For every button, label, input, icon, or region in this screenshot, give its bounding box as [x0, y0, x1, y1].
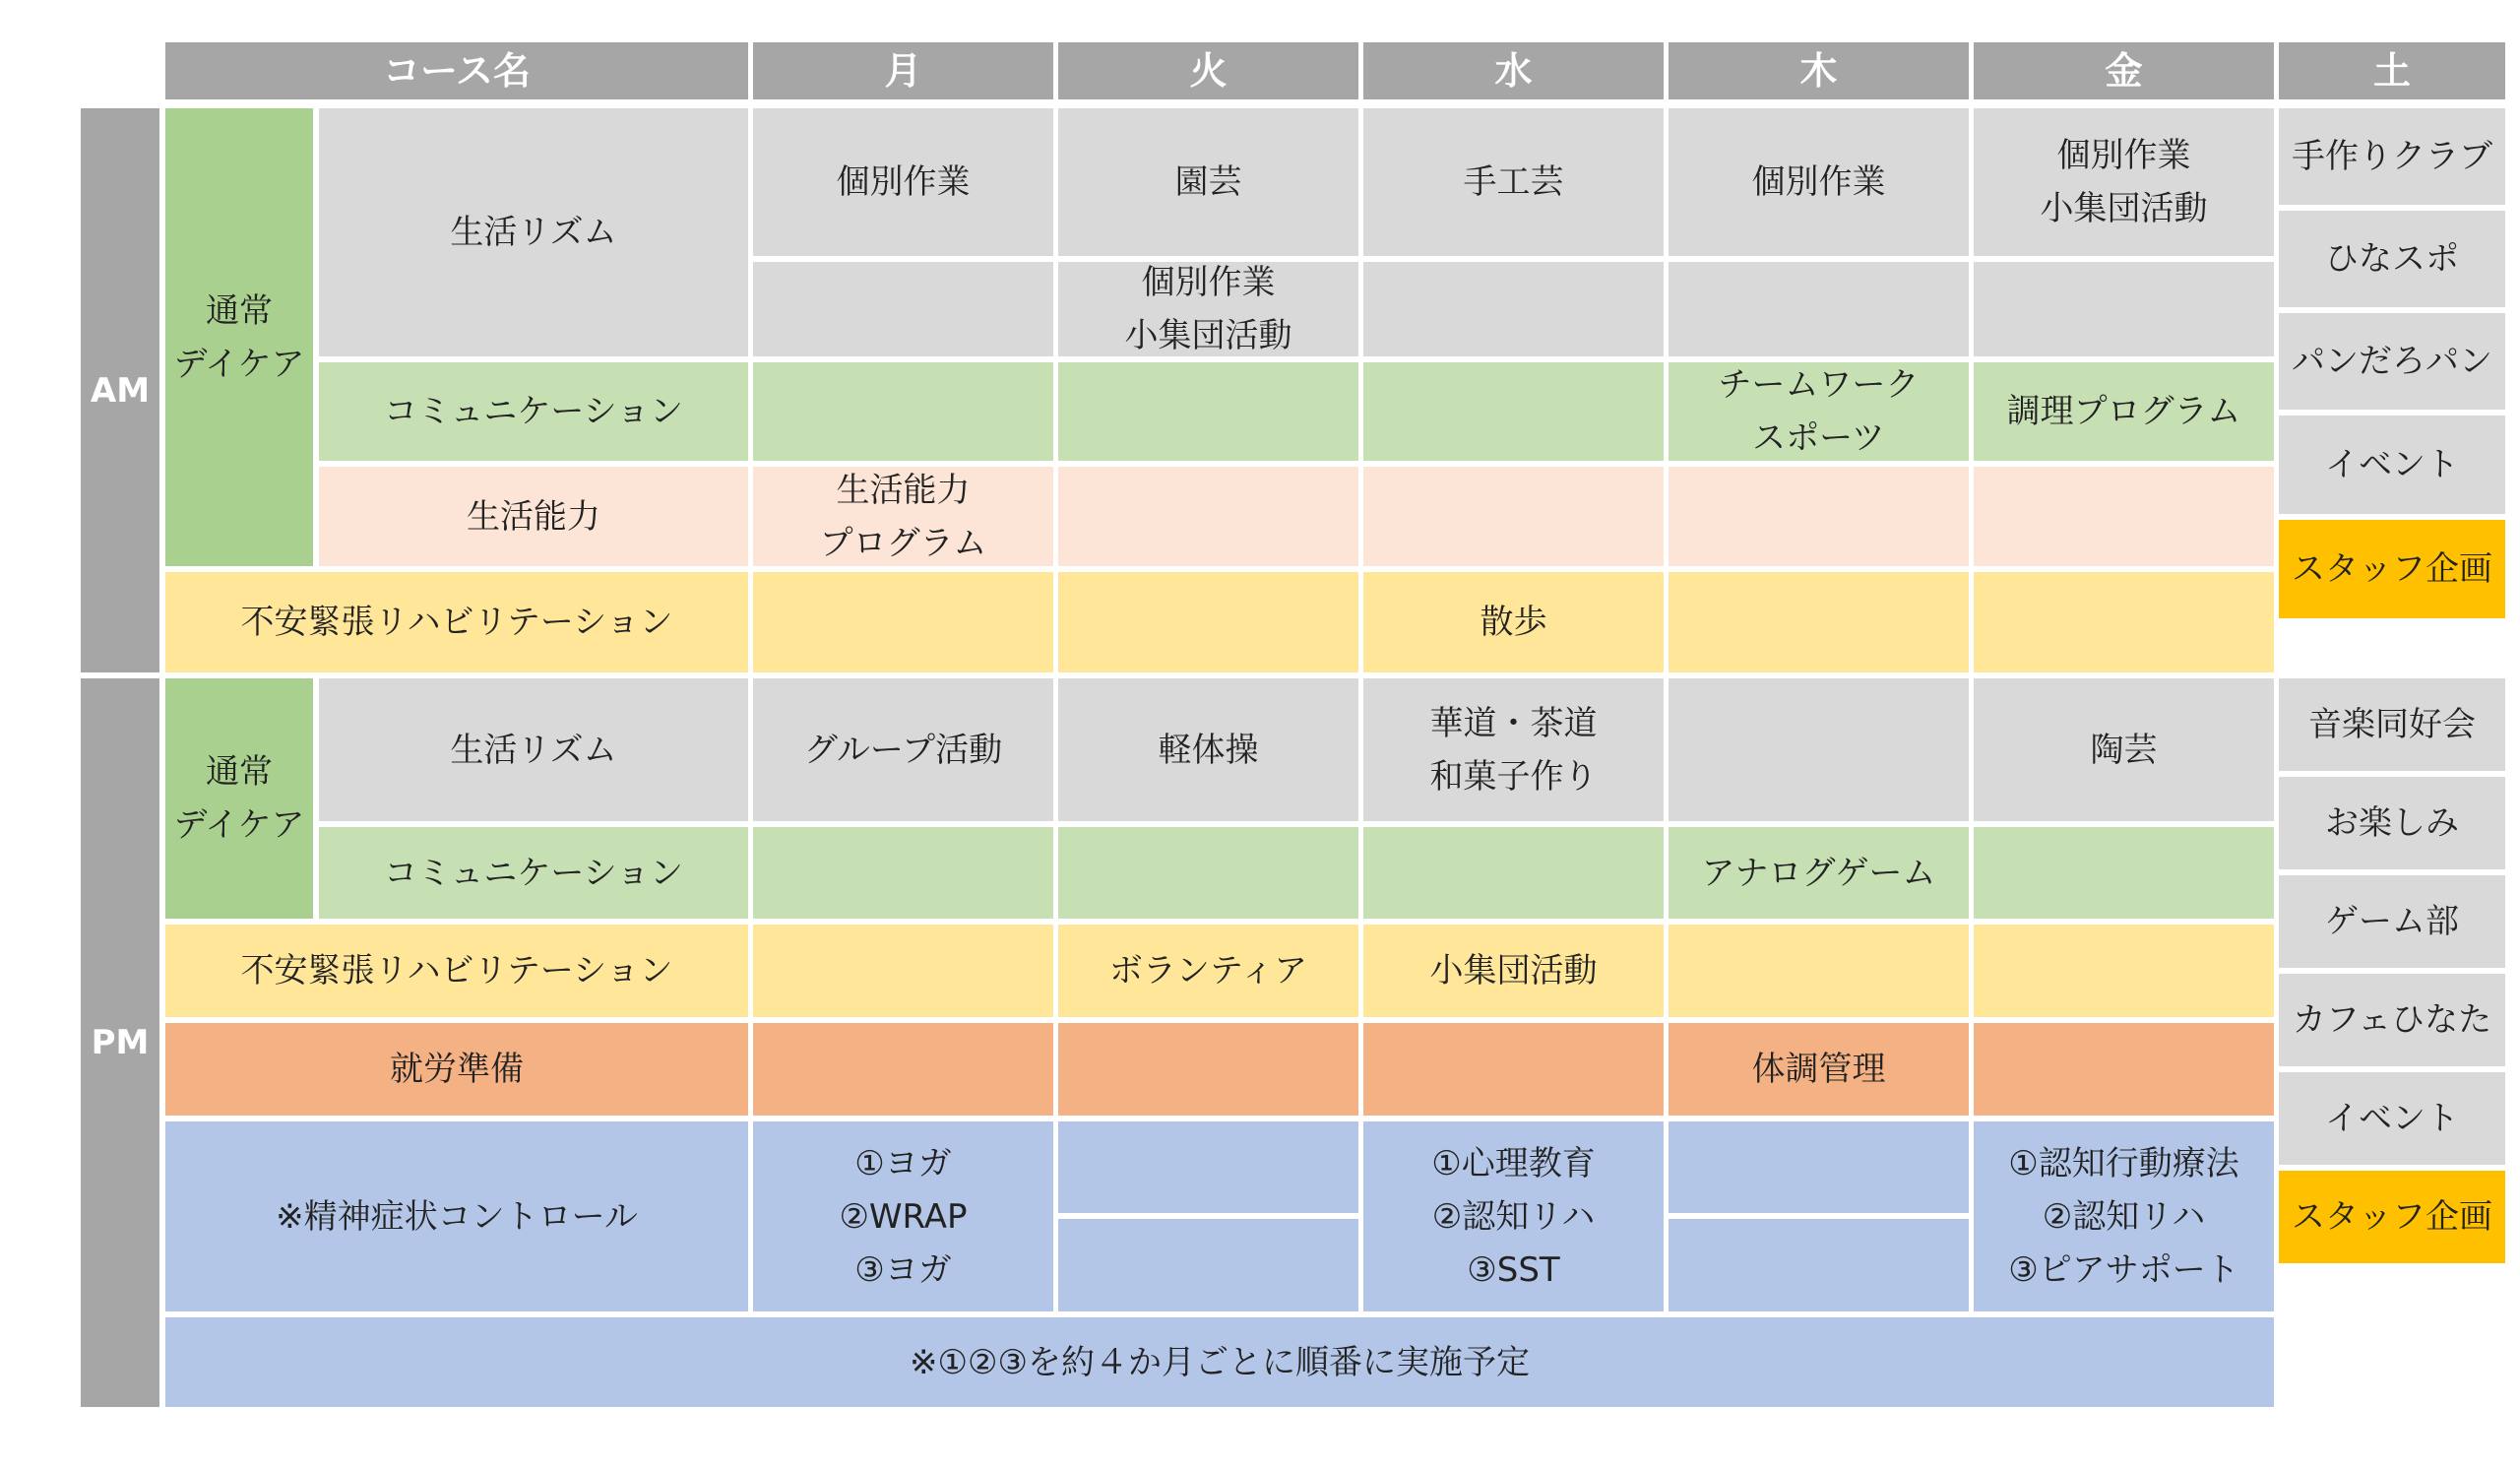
am-rhythm-wed-2 [1363, 262, 1664, 356]
pm-symptom-thu-1 [1669, 1121, 1969, 1213]
pm-employment-mon [753, 1023, 1053, 1116]
sat-am-item: イベント [2279, 415, 2505, 514]
sat-am-item: パンだろパン [2279, 313, 2505, 410]
pm-rhythm-fri: 陶芸 [1974, 678, 2274, 821]
pm-symptom-wed: ①心理教育 ②認知リハ ③SST [1363, 1121, 1664, 1311]
pm-anxiety-fri [1974, 925, 2274, 1017]
am-anxiety-fri [1974, 572, 2274, 672]
pm-communication-label: コミュニケーション [319, 827, 748, 919]
am-rhythm-thu-1: 個別作業 [1669, 108, 1969, 256]
pm-employment-fri [1974, 1023, 2274, 1116]
pm-symptom-tue-1 [1058, 1121, 1358, 1213]
am-label: AM [81, 108, 159, 672]
header-day-tue: 火 [1058, 42, 1358, 99]
pm-employment-thu: 体調管理 [1669, 1023, 1969, 1116]
pm-employment-label: 就労準備 [165, 1023, 748, 1116]
am-communication-mon [753, 362, 1053, 461]
header-day-thu: 木 [1669, 42, 1969, 99]
am-anxiety-mon [753, 572, 1053, 672]
am-anxiety-thu [1669, 572, 1969, 672]
pm-communication-mon [753, 827, 1053, 919]
am-life-skills-tue [1058, 467, 1358, 566]
sat-pm-item: カフェひなた [2279, 974, 2505, 1066]
am-rhythm-mon-2 [753, 262, 1053, 356]
pm-anxiety-label: 不安緊張リハビリテーション [165, 925, 748, 1017]
pm-symptom-fri: ①認知行動療法 ②認知リハ ③ピアサポート [1974, 1121, 2274, 1311]
pm-symptom-label: ※精神症状コントロール [165, 1121, 748, 1311]
am-rhythm-wed-1: 手工芸 [1363, 108, 1664, 256]
am-anxiety-label: 不安緊張リハビリテーション [165, 572, 748, 672]
am-communication-tue [1058, 362, 1358, 461]
pm-employment-tue [1058, 1023, 1358, 1116]
am-rhythm-thu-2 [1669, 262, 1969, 356]
sat-pm-item: お楽しみ [2279, 777, 2505, 869]
am-rhythm-fri-2 [1974, 262, 2274, 356]
pm-anxiety-tue: ボランティア [1058, 925, 1358, 1017]
pm-rhythm-wed: 華道・茶道 和菓子作り [1363, 678, 1664, 821]
am-communication-fri: 調理プログラム [1974, 362, 2274, 461]
pm-communication-fri [1974, 827, 2274, 919]
pm-anxiety-mon [753, 925, 1053, 1017]
header-day-sat: 土 [2279, 42, 2505, 99]
sat-am-item-staff: スタッフ企画 [2279, 520, 2505, 618]
pm-rhythm-thu [1669, 678, 1969, 821]
sat-am-item: 手作りクラブ [2279, 108, 2505, 205]
pm-communication-thu: アナログゲーム [1669, 827, 1969, 919]
am-communication-label: コミュニケーション [319, 362, 748, 461]
am-life-skills-wed [1363, 467, 1664, 566]
am-anxiety-tue [1058, 572, 1358, 672]
header-day-mon: 月 [753, 42, 1053, 99]
pm-rhythm-label: 生活リズム [319, 678, 748, 821]
pm-employment-wed [1363, 1023, 1664, 1116]
pm-symptom-mon: ①ヨガ ②WRAP ③ヨガ [753, 1121, 1053, 1311]
header-day-fri: 金 [1974, 42, 2274, 99]
am-rhythm-label: 生活リズム [319, 108, 748, 356]
am-life-skills-mon: 生活能力 プログラム [753, 467, 1053, 566]
pm-anxiety-thu [1669, 925, 1969, 1017]
am-life-skills-label: 生活能力 [319, 467, 748, 566]
pm-daycare-group: 通常 デイケア [165, 678, 313, 919]
pm-rhythm-mon: グループ活動 [753, 678, 1053, 821]
pm-symptom-thu-2 [1669, 1219, 1969, 1311]
header-day-wed: 水 [1363, 42, 1664, 99]
am-communication-wed [1363, 362, 1664, 461]
am-rhythm-tue-2: 個別作業 小集団活動 [1058, 262, 1358, 356]
am-rhythm-mon-1: 個別作業 [753, 108, 1053, 256]
pm-communication-tue [1058, 827, 1358, 919]
am-anxiety-wed: 散歩 [1363, 572, 1664, 672]
pm-rotation-note: ※①②③を約４か月ごとに順番に実施予定 [165, 1317, 2274, 1407]
pm-anxiety-wed: 小集団活動 [1363, 925, 1664, 1017]
sat-pm-item-staff: スタッフ企画 [2279, 1171, 2505, 1263]
sat-pm-item: イベント [2279, 1072, 2505, 1165]
am-daycare-group: 通常 デイケア [165, 108, 313, 566]
pm-label: PM [81, 678, 159, 1407]
pm-symptom-tue-2 [1058, 1219, 1358, 1311]
am-rhythm-fri-1: 個別作業 小集団活動 [1974, 108, 2274, 256]
sat-pm-item: 音楽同好会 [2279, 678, 2505, 771]
pm-communication-wed [1363, 827, 1664, 919]
sat-pm-item: ゲーム部 [2279, 875, 2505, 968]
am-rhythm-tue-1: 園芸 [1058, 108, 1358, 256]
pm-rhythm-tue: 軽体操 [1058, 678, 1358, 821]
sat-am-item: ひなスポ [2279, 211, 2505, 307]
am-life-skills-thu [1669, 467, 1969, 566]
am-life-skills-fri [1974, 467, 2274, 566]
header-course-name: コース名 [165, 42, 748, 99]
am-communication-thu: チームワーク スポーツ [1669, 362, 1969, 461]
